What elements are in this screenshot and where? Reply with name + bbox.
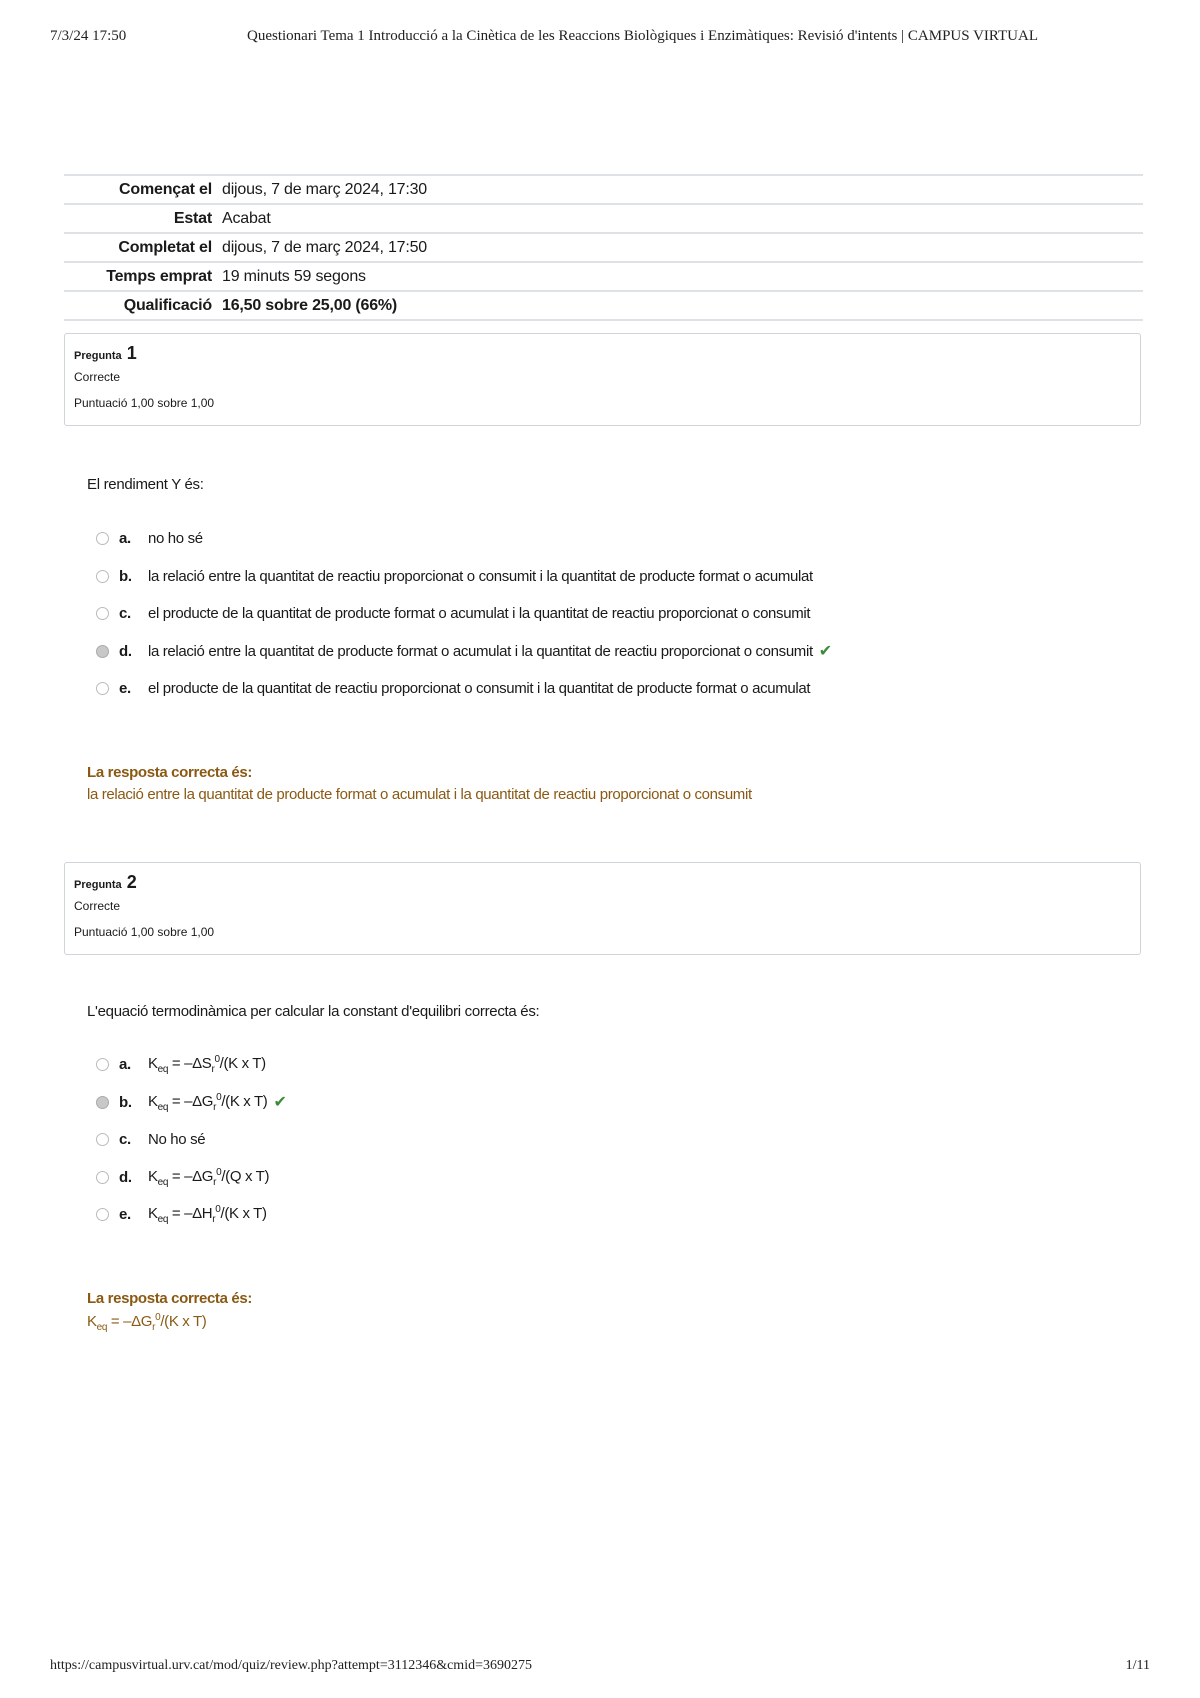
radio-button[interactable]: [96, 1133, 109, 1146]
answer-option[interactable]: [96, 595, 832, 633]
summary-label: Començat el: [119, 180, 212, 198]
option-text: la relació entre la quantitat de producte format o acumulat i la quantitat de reactiu proporcionat o consumit: [148, 642, 813, 660]
question-state: Correcte: [74, 899, 121, 913]
question-info-2: [64, 862, 1141, 955]
option-letter: e.: [119, 680, 131, 698]
answer-option[interactable]: [96, 1159, 287, 1197]
summary-value: dijous, 7 de març 2024, 17:50: [222, 238, 428, 256]
radio-button-checked[interactable]: [96, 645, 109, 658]
answer-option[interactable]: [96, 1121, 287, 1159]
summary-label: Completat el: [118, 238, 212, 256]
option-formula: $K_{eq} = -\Delta G_r^0/(Q$ x T): [148, 1166, 270, 1188]
print-date: 7/3/24 17:50: [50, 28, 127, 44]
summary-row-started: [64, 174, 1143, 203]
correct-check-icon: ✔: [273, 1094, 287, 1112]
option-letter: b.: [119, 1093, 132, 1111]
answer-option[interactable]: [96, 520, 832, 558]
option-text: el producte de la quantitat de producte format o acumulat i la quantitat de reactiu proporcionat o consumit: [148, 605, 811, 623]
print-footer: [50, 1658, 1150, 1680]
option-formula: $K_{eq} = -\Delta S_r^0/(K$ x T): [148, 1054, 266, 1076]
question-label: Pregunta: [74, 879, 122, 891]
option-text: la relació entre la quantitat de reactiu proporcionat o consumit i la quantitat de producte format o acumulat: [148, 567, 813, 585]
radio-button[interactable]: [96, 532, 109, 545]
summary-row-state: [64, 203, 1143, 232]
right-answer-label: La resposta correcta és:: [87, 1290, 253, 1307]
summary-value: 19 minuts 59 segons: [222, 267, 366, 285]
radio-button[interactable]: [96, 1171, 109, 1184]
answer-option-selected[interactable]: [96, 1084, 287, 1122]
attempt-summary-table: [64, 174, 1143, 321]
question-text-2: L'equació termodinàmica per calcular la constant d'equilibri correcta és:: [87, 1003, 540, 1020]
question-label: Pregunta: [74, 350, 122, 362]
summary-value: 16,50 sobre 25,00 (66%): [222, 296, 398, 314]
question-number: [74, 872, 1131, 893]
option-letter: c.: [119, 1131, 131, 1149]
print-url: https://campusvirtual.urv.cat/mod/quiz/review.php?attempt=3112346&cmid=3690275: [50, 1658, 532, 1673]
radio-button[interactable]: [96, 682, 109, 695]
right-answer-formula: $K_{eq} = -\Delta G_r^0/(K$ x T): [87, 1312, 207, 1333]
question-number: [74, 343, 1131, 364]
option-letter: d.: [119, 1168, 132, 1186]
option-letter: e.: [119, 1206, 131, 1224]
answer-list-1: [96, 520, 832, 708]
right-answer-text: la relació entre la quantitat de producte format o acumulat i la quantitat de reactiu proporcionat o consumit: [87, 786, 752, 803]
radio-button-checked[interactable]: [96, 1096, 109, 1109]
option-formula: $K_{eq} = -\Delta G_r^0/(K$ x T): [148, 1091, 268, 1113]
question-grade: Puntuació 1,00 sobre 1,00: [74, 396, 215, 410]
summary-value: Acabat: [222, 209, 271, 227]
answer-option[interactable]: [96, 558, 832, 596]
question-num: 1: [126, 343, 137, 363]
option-text: no ho sé: [148, 530, 203, 548]
answer-list-2: [96, 1046, 287, 1234]
summary-label: Estat: [173, 209, 212, 227]
page-number: 1/11: [1125, 1658, 1150, 1673]
correct-check-icon: ✔: [818, 643, 832, 661]
question-state: Correcte: [74, 370, 121, 384]
right-answer-label: La resposta correcta és:: [87, 764, 253, 781]
question-num: 2: [126, 872, 137, 892]
print-header: [50, 28, 1150, 50]
radio-button[interactable]: [96, 1208, 109, 1221]
option-formula: $K_{eq} = -\Delta H_r^0/(K$ x T): [148, 1204, 267, 1226]
option-text: el producte de la quantitat de reactiu proporcionat o consumit i la quantitat de producte format o acumulat: [148, 680, 811, 698]
answer-option[interactable]: [96, 670, 832, 708]
radio-button[interactable]: [96, 570, 109, 583]
summary-label: Temps emprat: [106, 267, 212, 285]
option-letter: a.: [119, 1056, 131, 1074]
answer-option[interactable]: [96, 1046, 287, 1084]
summary-row-completed: [64, 232, 1143, 261]
answer-option-selected[interactable]: [96, 633, 832, 671]
option-letter: b.: [119, 567, 132, 585]
question-info-1: [64, 333, 1141, 426]
right-answer-2: [87, 1290, 252, 1333]
option-letter: d.: [119, 642, 132, 660]
summary-label: Qualificació: [123, 296, 212, 314]
radio-button[interactable]: [96, 607, 109, 620]
summary-value: dijous, 7 de març 2024, 17:30: [222, 180, 428, 198]
answer-option[interactable]: [96, 1196, 287, 1234]
radio-button[interactable]: [96, 1058, 109, 1071]
right-answer-1: [87, 764, 752, 803]
option-letter: a.: [119, 530, 131, 548]
print-title: Questionari Tema 1 Introducció a la Cinètica de les Reaccions Biològiques i Enzimàtiques: Revisió d'intents | CAMPUS VIRTUAL: [247, 28, 1038, 44]
option-text: No ho sé: [148, 1131, 206, 1149]
question-grade: Puntuació 1,00 sobre 1,00: [74, 925, 215, 939]
summary-row-grade: [64, 290, 1143, 321]
question-text-1: El rendiment Y és:: [87, 476, 204, 493]
option-letter: c.: [119, 605, 131, 623]
summary-row-time: [64, 261, 1143, 290]
